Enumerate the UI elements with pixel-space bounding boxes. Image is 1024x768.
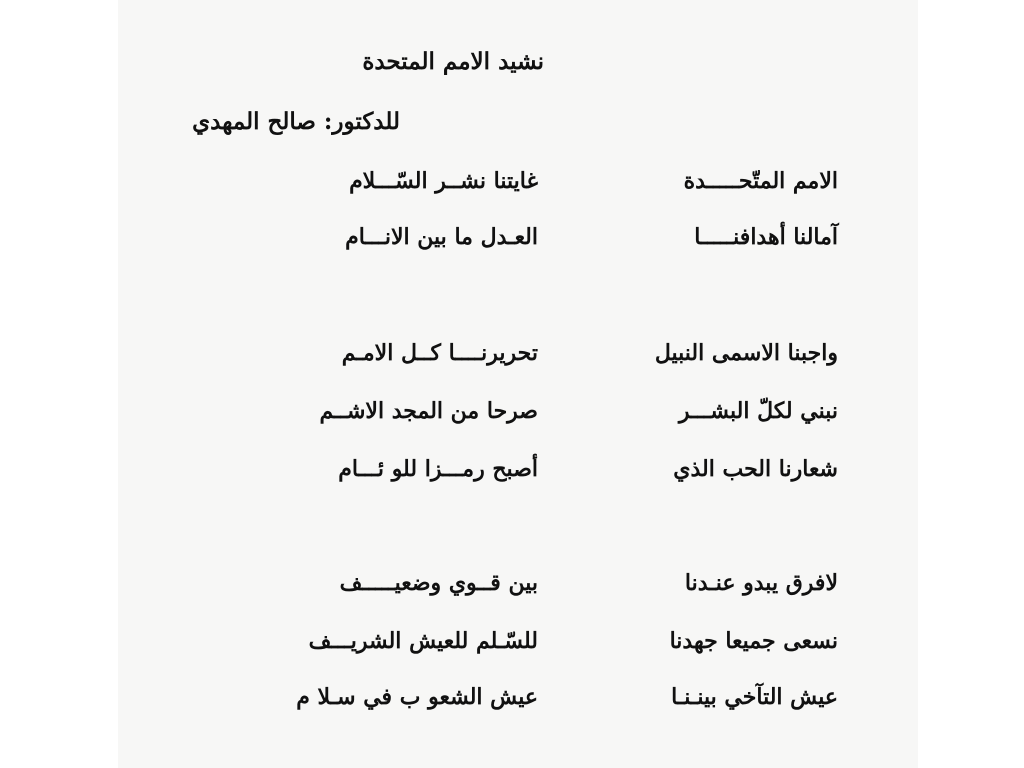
verse-first-hemistich: عيش التآخي بينـنـا <box>671 684 838 710</box>
verse-line <box>0 628 1024 668</box>
verse-line <box>0 684 1024 724</box>
verse-first-hemistich: نبني لكلّ البشـــر <box>678 398 838 424</box>
poem-author: للدكتور: صالح المهدي <box>192 108 400 135</box>
verse-first-hemistich: نسعى جميعا جهدنا <box>669 628 838 654</box>
verse-second-hemistich: صرحا من المجد الاشــم <box>319 398 538 424</box>
verse-line <box>0 340 1024 380</box>
verse-second-hemistich: غايتنا نشــر السّـــلام <box>349 168 538 194</box>
verse-second-hemistich: تحريرنــــا كــل الامـم <box>341 340 538 366</box>
verse-first-hemistich: لافرق يبدو عنـدنا <box>684 570 838 596</box>
verse-second-hemistich: العـدل ما بين الانـــام <box>345 224 538 250</box>
verse-line <box>0 224 1024 264</box>
verse-first-hemistich: واجبنا الاسمى النبيل <box>654 340 838 366</box>
verse-second-hemistich: عيش الشعو ب في سـلا م <box>296 684 538 710</box>
verse-first-hemistich: الامم المتّحـــــدة <box>683 168 838 194</box>
verse-line <box>0 168 1024 208</box>
verse-first-hemistich: شعارنا الحب الذي <box>673 456 838 482</box>
verse-first-hemistich: آمالنا أهدافنـــــا <box>694 224 838 250</box>
verse-line <box>0 456 1024 496</box>
verse-second-hemistich: بين قــوي وضعيـــــف <box>339 570 538 596</box>
verse-second-hemistich: للسّـلم للعيش الشريـــف <box>308 628 538 654</box>
verse-line <box>0 570 1024 610</box>
verse-second-hemistich: أصبح رمـــزا للو ئـــام <box>338 456 538 482</box>
poem-title: نشيد الامم المتحدة <box>362 48 544 75</box>
verse-line <box>0 398 1024 438</box>
